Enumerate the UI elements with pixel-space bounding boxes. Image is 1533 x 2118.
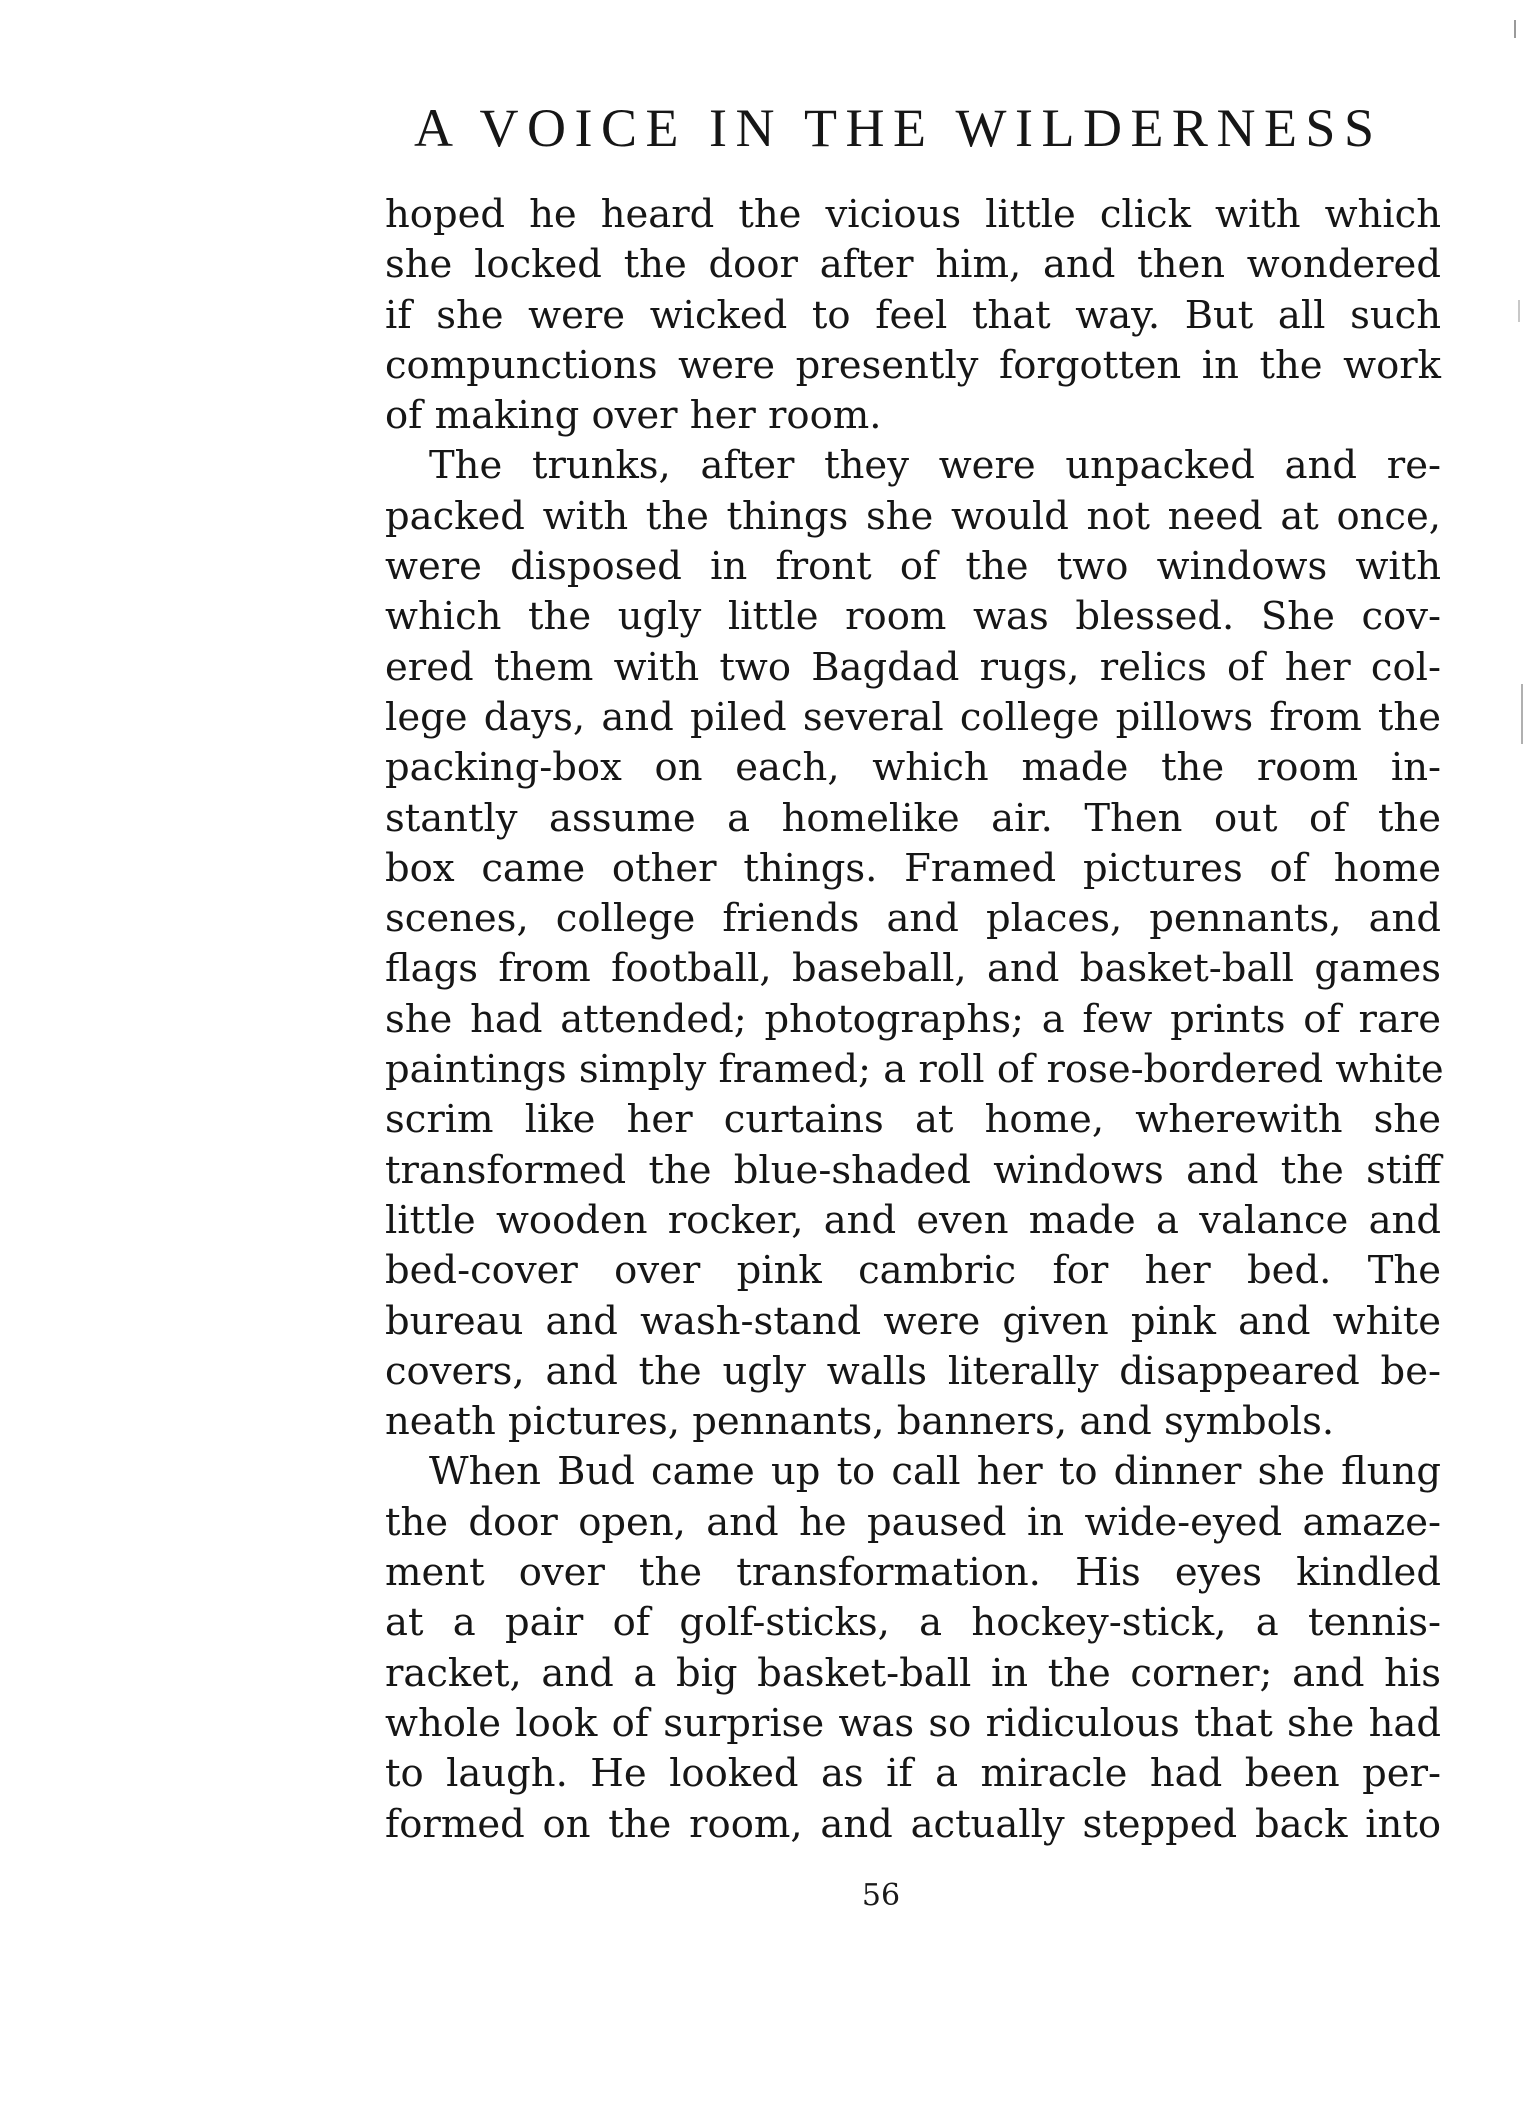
page-number: 56 [861, 1878, 901, 1913]
text-line: at a pair of golf-sticks, a hockey-stick, a tennis- [385, 1600, 1441, 1646]
text-line: bureau and wash-stand were given pink and white [385, 1298, 1441, 1344]
text-line: which the ugly little room was blessed. She cov- [385, 594, 1441, 640]
text-line: she had attended; photographs; a few prints of rare [385, 996, 1441, 1042]
text-line: The trunks, after they were unpacked and re- [429, 443, 1441, 489]
text-line: bed-cover over pink cambric for her bed. The [385, 1248, 1441, 1294]
text-line: paintings simply framed; a roll of rose-bordered white [385, 1047, 1444, 1093]
text-line: packed with the things she would not need at once, [385, 493, 1441, 539]
scan-mark [1514, 20, 1516, 38]
text-line: ered them with two Bagdad rugs, relics of her col- [385, 644, 1441, 690]
text-line: scrim like her curtains at home, wherewith she [385, 1097, 1441, 1143]
text-line: transformed the blue-shaded windows and the stiff [385, 1147, 1441, 1193]
body-text [385, 190, 1444, 1850]
scan-mark [1521, 684, 1523, 744]
text-line: When Bud came up to call her to dinner she flung [429, 1449, 1441, 1495]
running-head: A VOICE IN THE WILDERNESS [414, 98, 1383, 158]
text-line: little wooden rocker, and even made a valance and [385, 1197, 1441, 1243]
text-line: she locked the door after him, and then wondered [385, 242, 1441, 288]
text-line: of making over her room. [385, 393, 882, 439]
text-line: lege days, and piled several college pillows from the [385, 694, 1441, 740]
text-line: racket, and a big basket-ball in the corner; and his [385, 1650, 1441, 1696]
text-line: whole look of surprise was so ridiculous that she had [385, 1700, 1441, 1746]
text-line: compunctions were presently forgotten in the work [385, 342, 1441, 388]
text-line: hoped he heard the vicious little click with which [385, 192, 1441, 237]
text-line: formed on the room, and actually stepped back into [385, 1801, 1441, 1847]
text-line: flags from football, baseball, and basket-ball games [385, 946, 1441, 992]
text-line: packing-box on each, which made the room in- [385, 745, 1441, 791]
text-line: scenes, college friends and places, pennants, and [385, 896, 1441, 942]
text-line: box came other things. Framed pictures of home [385, 845, 1441, 891]
text-line: were disposed in front of the two windows with [385, 544, 1441, 590]
text-line: to laugh. He looked as if a miracle had been per- [385, 1751, 1441, 1797]
text-line: covers, and the ugly walls literally disappeared be- [385, 1348, 1441, 1394]
text-line: neath pictures, pennants, banners, and symbols. [385, 1399, 1335, 1445]
scan-mark [1518, 300, 1520, 322]
text-line: stantly assume a homelike air. Then out of the [385, 795, 1441, 841]
text-line: if she were wicked to feel that way. But all such [385, 292, 1441, 338]
text-line: the door open, and he paused in wide-eyed amaze- [385, 1499, 1441, 1545]
text-line: ment over the transformation. His eyes kindled [385, 1550, 1441, 1596]
